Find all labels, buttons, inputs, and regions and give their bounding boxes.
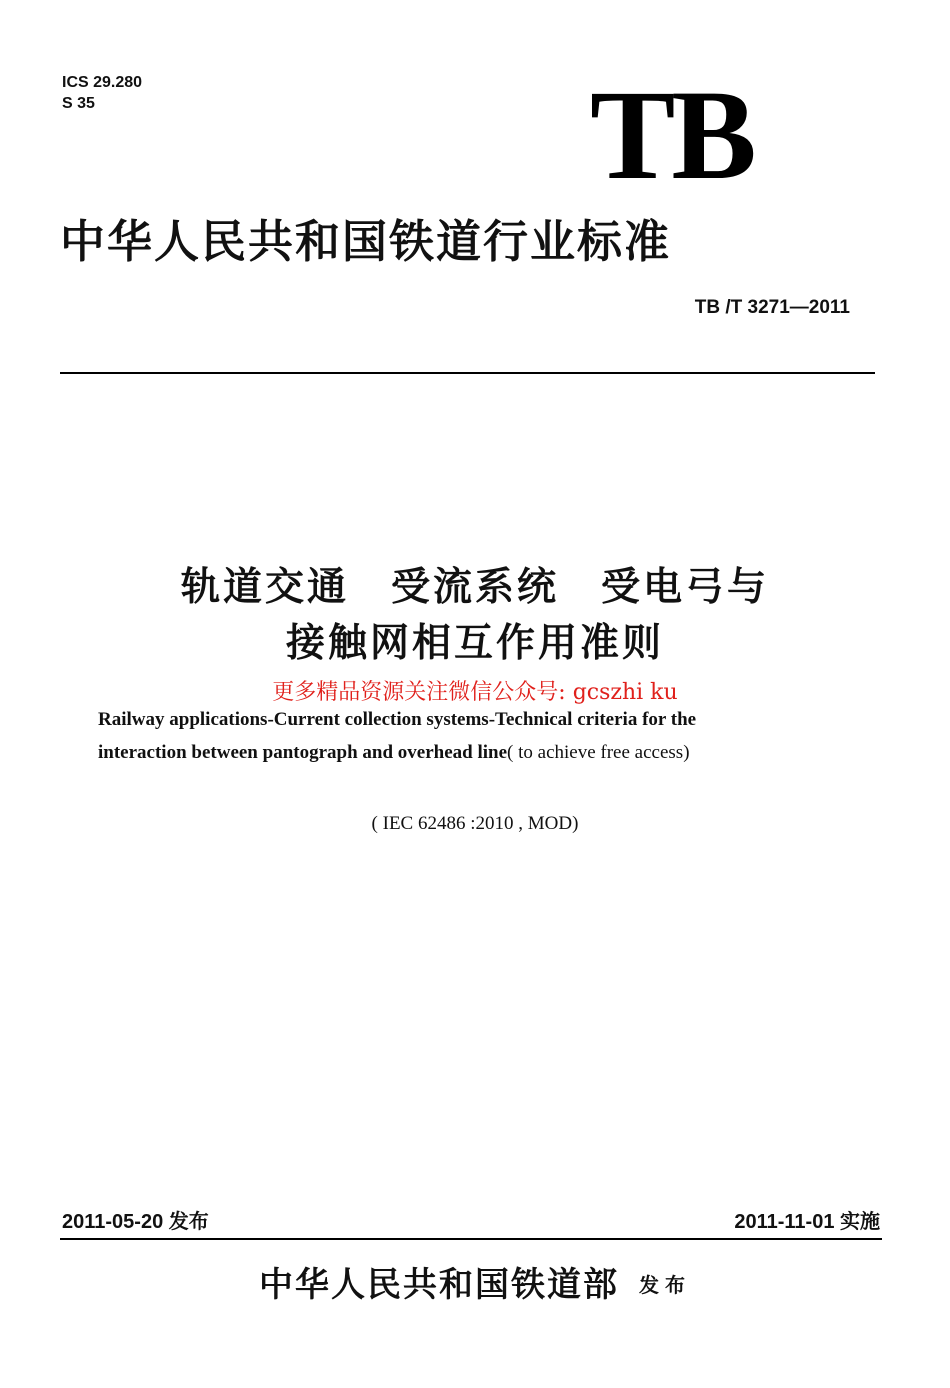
ccs-code: S 35 (62, 95, 95, 112)
bottom-divider (60, 1238, 882, 1240)
top-divider (60, 372, 875, 374)
watermark-text: 更多精品资源关注微信公众号: gcszhi ku (272, 680, 678, 705)
tb-logo: TB (590, 64, 753, 206)
title-en (98, 703, 858, 769)
classification-codes (62, 72, 142, 114)
title-en-line-1: Railway applications-Current collection systems-Technical criteria for the (98, 709, 697, 730)
issue-date: 2011-05-20 发布 (62, 1211, 209, 1233)
standard-number: TB /T 3271—2011 (694, 297, 850, 318)
ics-code: ICS 29.280 (62, 74, 143, 91)
standard-category-title: 中华人民共和国铁道行业标准 (60, 215, 672, 268)
title-zh-line-1: 轨道交通 受流系统 受电弓与 (180, 565, 769, 610)
title-en-line-2-suffix: ( to achieve free access) (507, 742, 690, 763)
title-en-line-2-main: interaction between pantograph and overhead line (98, 742, 508, 763)
iec-reference: ( IEC 62486 :2010 , MOD) (371, 813, 579, 834)
implementation-date: 2011-11-01 实施 (734, 1211, 880, 1233)
title-zh-line-2: 接触网相互作用准则 (285, 621, 664, 666)
publisher-name: 中华人民共和国铁道部 (259, 1265, 619, 1305)
publisher-line (0, 1263, 950, 1307)
title-en-line-2 (98, 736, 858, 769)
publisher-action: 发布 (639, 1273, 691, 1297)
